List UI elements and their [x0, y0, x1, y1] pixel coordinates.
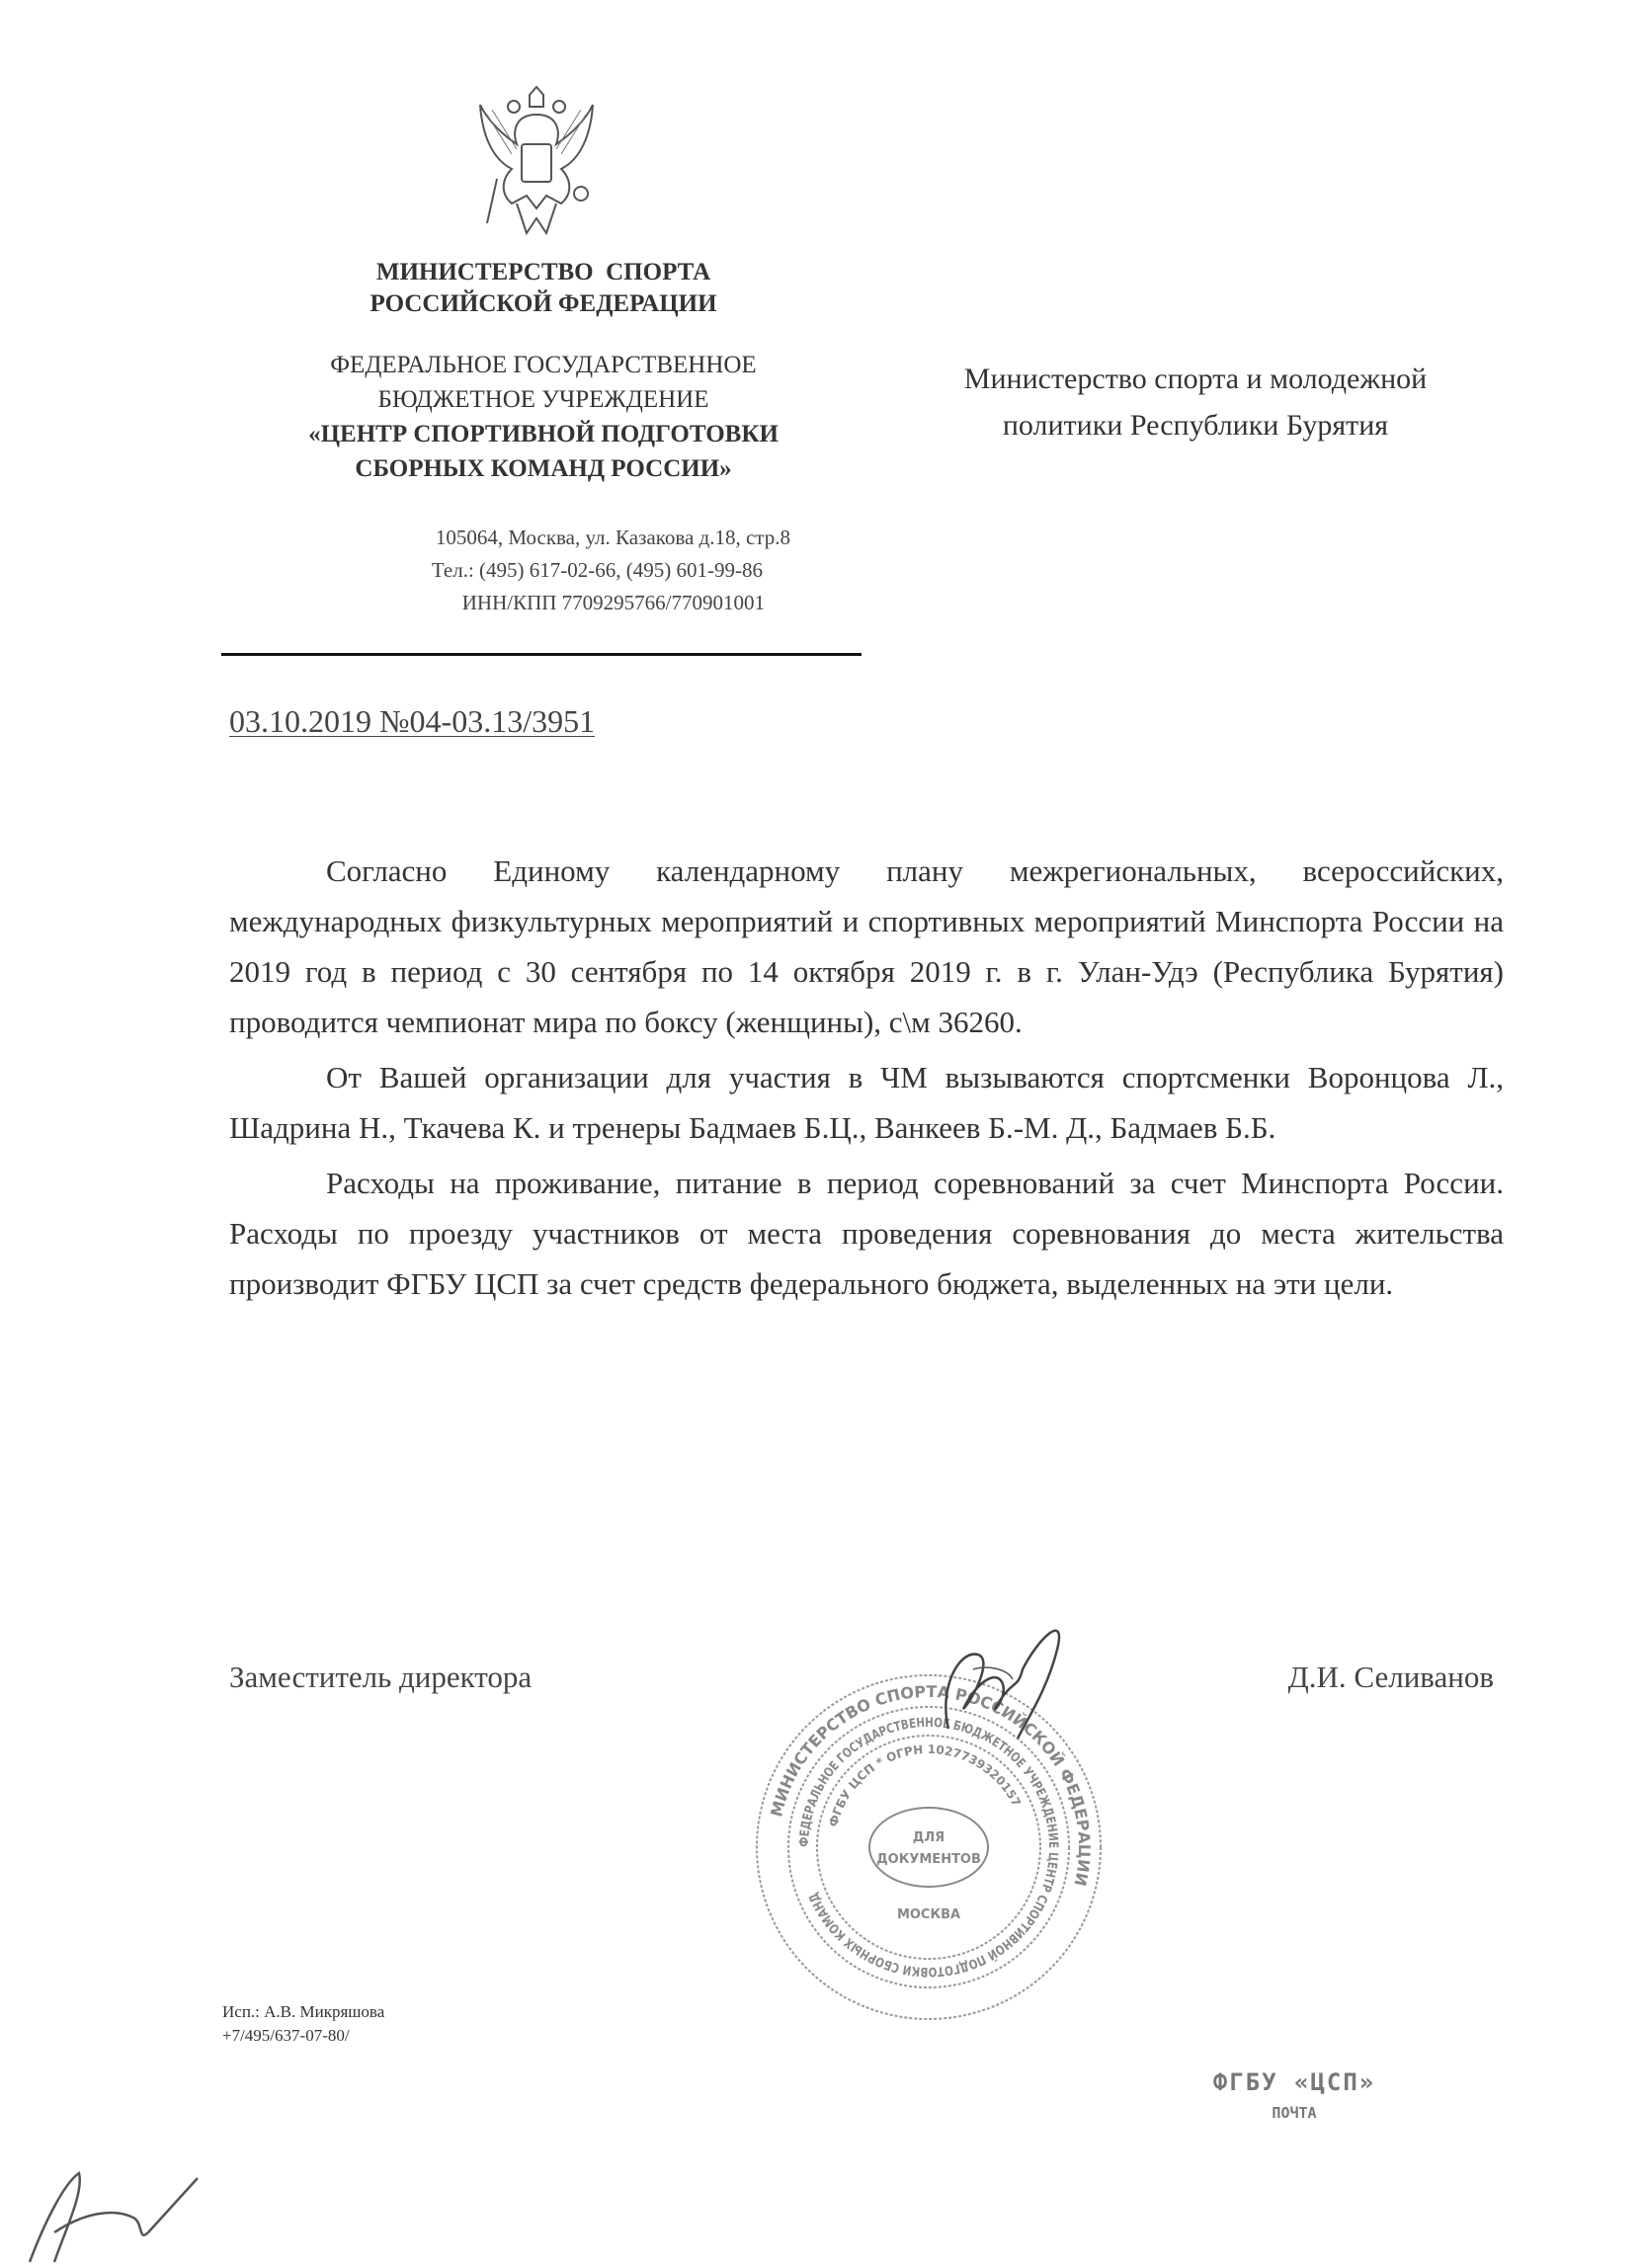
org-inn-kpp: ИНН/КПП 7709295766/770901001	[461, 591, 765, 614]
executor-name: Исп.: А.В. Микряшова	[222, 2002, 385, 2021]
executor-info	[222, 2000, 384, 2048]
seal-center-line-2: ДОКУМЕНТОВ	[876, 1852, 981, 1867]
mail-stamp-org: ФГБУ «ЦСП»	[1212, 2068, 1376, 2096]
letterhead-divider	[221, 653, 862, 656]
signer-position: Заместитель директора	[229, 1660, 533, 1694]
coat-of-arms-emblem	[472, 85, 601, 243]
org-line-2: БЮДЖЕТНОЕ УЧРЕЖДЕНИЕ	[377, 386, 709, 413]
org-line-1: ФЕДЕРАЛЬНОЕ ГОСУДАРСТВЕННОЕ	[330, 352, 757, 378]
signer-name: Д.И. Селиванов	[1287, 1660, 1494, 1694]
org-address: 105064, Москва, ул. Казакова д.18, стр.8	[435, 526, 790, 549]
document-date-number: 03.10.2019 №04-03.13/3951	[229, 703, 596, 739]
org-line-3: «ЦЕНТР СПОРТИВНОЙ ПОДГОТОВКИ	[308, 421, 779, 447]
recipient	[869, 356, 1521, 448]
organization-name	[198, 348, 889, 486]
seal-middle-text: ФЕДЕРАЛЬНОЕ ГОСУДАРСТВЕННОЕ БЮДЖЕТНОЕ УЧРЕЖДЕНИЕ ЦЕНТР СПОРТИВНОЙ ПОДГОТОВКИ СБОРНЫХ КОМАНД	[796, 1715, 1061, 1980]
body-paragraph: Согласно Единому календарному плану межрегиональных, всероссийских, международных физкультурных мероприятий и спортивных мероприятий Минспорта России на 2019 год в период с 30 сентября по 14 октября 2019 г. в г. Улан-Удэ (Республика Бурятия) проводится чемпионат мира по боксу (женщины), с\м 36260.	[229, 853, 1504, 1039]
seal-city: МОСКВА	[896, 1907, 961, 1922]
recipient-line-2: политики Республики Бурятия	[1002, 409, 1389, 442]
executor-phone: +7/495/637-07-80/	[222, 2026, 350, 2045]
seal-center-line-1: ДЛЯ	[912, 1830, 945, 1845]
seal-outer-text: МИНИСТЕРСТВО СПОРТА РОССИЙСКОЙ ФЕДЕРАЦИИ	[767, 1681, 1095, 1889]
initials-scribble	[25, 2163, 212, 2268]
mail-stamp-label: ПОЧТА	[1272, 2104, 1317, 2122]
letter-body	[229, 846, 1504, 1314]
recipient-line-1: Министерство спорта и молодежной	[963, 363, 1428, 395]
seal-inner-text: ФГБУ ЦСП * ОГРН 1027739320157	[826, 1742, 1024, 1828]
ministry-line-2: РОССИЙСКОЙ ФЕДЕРАЦИИ	[370, 290, 717, 317]
ministry-name	[336, 257, 751, 320]
mail-stamp	[1176, 2068, 1413, 2122]
body-paragraph: Расходы на проживание, питание в период соревнований за счет Минспорта России. Расходы по проезду участников от места проведения соревнования до места жительства производит ФГБУ ЦСП за счет средств федерального бюджета, выделенных на эти цели.	[229, 1166, 1504, 1301]
handwritten-signature	[919, 1610, 1087, 1748]
org-line-4: СБОРНЫХ КОМАНД РОССИИ»	[355, 455, 732, 482]
ministry-line-1: МИНИСТЕРСТВО СПОРТА	[375, 259, 711, 285]
body-paragraph: От Вашей организации для участия в ЧМ вызываются спортсменки Воронцова Л., Шадрина Н., Ткачева К. и тренеры Бадмаев Б.Ц., Ванкеев Б.-М. Д., Бадмаев Б.Б.	[229, 1060, 1504, 1145]
organization-contacts	[306, 522, 790, 619]
org-phones: Тел.: (495) 617-02-66, (495) 601-99-86	[431, 558, 763, 582]
